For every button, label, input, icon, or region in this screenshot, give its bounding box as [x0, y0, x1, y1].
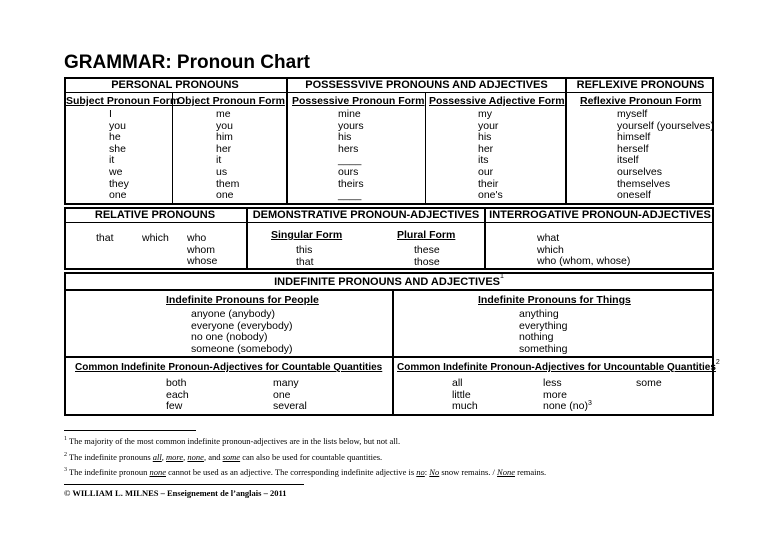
- indefinite-heading: [64, 273, 714, 288]
- list-item: everything: [519, 319, 568, 332]
- countable-list-1: [166, 378, 189, 413]
- possessive-heading: POSSESSVIVE PRONOUNS AND ADJECTIVES: [305, 79, 548, 91]
- footnote-3: [64, 467, 546, 477]
- possessive-adjective-label: Possessive Adjective Form: [429, 95, 565, 107]
- uncountable-label: Common Indefinite Pronoun-Adjectives for Uncountable Quantities: [397, 362, 716, 373]
- list-item: we: [109, 165, 123, 178]
- list-item: little: [452, 388, 471, 401]
- list-item: some: [636, 377, 662, 389]
- list-item: much: [452, 400, 478, 413]
- list-item: her: [478, 142, 494, 155]
- list-item: she: [109, 142, 126, 155]
- list-item: me: [216, 108, 231, 120]
- relative-list-which: [142, 233, 169, 245]
- list-item: themselves: [617, 177, 671, 190]
- divider: [64, 222, 714, 223]
- relative-list-who: [187, 233, 217, 268]
- emphasis: all: [152, 452, 162, 462]
- footnote-1: [64, 436, 400, 446]
- footnote-text: The indefinite pronoun: [67, 467, 150, 477]
- footnote-text: snow remains. /: [439, 467, 498, 477]
- list-item: himself: [617, 131, 651, 144]
- list-item: many: [273, 377, 299, 389]
- list-item: both: [166, 377, 187, 389]
- list-item: everyone (everybody): [191, 319, 293, 332]
- footnote-number: 2: [64, 452, 67, 459]
- uncountable-list-1: [452, 378, 478, 413]
- list-item: you: [216, 119, 233, 132]
- object-pronoun-list: [216, 109, 239, 202]
- uncountable-list-2: [543, 378, 592, 413]
- footnote-number: 1: [64, 436, 67, 443]
- list-item: my: [478, 108, 492, 120]
- relative-pronouns-heading: RELATIVE PRONOUNS: [94, 209, 216, 221]
- emphasis: none: [187, 452, 204, 462]
- footnote-ref: 3: [587, 400, 592, 408]
- footnote-text: The indefinite pronouns: [67, 452, 153, 462]
- list-item: something: [519, 342, 568, 355]
- list-item: its: [478, 154, 489, 167]
- list-item: I: [109, 108, 112, 120]
- interrogative-list: [537, 233, 630, 268]
- list-item: one: [109, 189, 127, 202]
- footnote-text: remains.: [515, 467, 547, 477]
- footnote-rule: [64, 430, 196, 431]
- list-item: ____: [338, 189, 362, 202]
- page-title: GRAMMAR: Pronoun Chart: [64, 52, 310, 73]
- reflexive-pronoun-list: [617, 109, 714, 202]
- list-item: less: [543, 377, 562, 389]
- list-item: that: [296, 255, 314, 268]
- things-label: Indefinite Pronouns for Things: [478, 294, 631, 306]
- list-item: this: [296, 244, 313, 256]
- list-item: which: [537, 243, 564, 256]
- list-item: myself: [617, 108, 648, 120]
- footnote-ref: 1: [500, 273, 504, 280]
- possessive-pronoun-label: Possessive Pronoun Form: [292, 95, 425, 107]
- demonstrative-heading: DEMONSTRATIVE PRONOUN-ADJECTIVES: [252, 209, 480, 221]
- indefinite-heading-text: INDEFINITE PRONOUNS AND ADJECTIVES: [274, 276, 501, 288]
- list-item: one's: [478, 189, 503, 202]
- list-item: theirs: [338, 177, 364, 190]
- footnote-text: The majority of the most common indefinite pronoun-adjectives are in the lists below, but not all.: [67, 436, 401, 446]
- countable-list-2: [273, 378, 307, 413]
- list-item: itself: [617, 154, 639, 167]
- list-item: which: [142, 232, 169, 244]
- list-item: ours: [338, 165, 359, 178]
- singular-form-label: Singular Form: [271, 229, 343, 241]
- possessive-adjective-list: [478, 109, 503, 202]
- footnote-text: can also be used for countable quantities.: [240, 452, 383, 462]
- list-item: her: [216, 142, 232, 155]
- list-item: someone (somebody): [191, 342, 293, 355]
- list-item: them: [216, 177, 240, 190]
- reflexive-heading: REFLEXIVE PRONOUNS: [576, 79, 705, 91]
- list-item: no one (nobody): [191, 331, 268, 344]
- list-item: anything: [519, 308, 559, 320]
- list-item: you: [109, 119, 126, 132]
- footnote-2: [64, 452, 382, 462]
- list-item: more: [543, 388, 567, 401]
- emphasis: no: [416, 467, 425, 477]
- footnote-text: :: [424, 467, 430, 477]
- list-item: your: [478, 119, 499, 132]
- people-list: [191, 309, 293, 355]
- list-item: yourself (yourselves): [617, 119, 714, 132]
- list-item: these: [414, 244, 440, 256]
- list-item: few: [166, 400, 183, 413]
- people-label: Indefinite Pronouns for People: [166, 294, 319, 306]
- list-item: it: [109, 154, 115, 167]
- list-item: ourselves: [617, 165, 662, 178]
- emphasis: none: [149, 467, 166, 477]
- things-list: [519, 309, 567, 355]
- footnote-text: cannot be used as an adjective. The corresponding indefinite adjective is: [166, 467, 417, 477]
- list-item: his: [478, 131, 492, 144]
- plural-form-label: Plural Form: [397, 229, 456, 241]
- list-item: what: [537, 232, 560, 244]
- list-item: all: [452, 377, 463, 389]
- copyright-rule: [64, 484, 304, 485]
- footnote-number: 3: [64, 467, 67, 474]
- list-item: who (whom, whose): [537, 255, 631, 268]
- plural-list: [414, 245, 440, 268]
- list-item: who: [187, 232, 207, 244]
- countable-label: Common Indefinite Pronoun-Adjectives for Countable Quantities: [75, 362, 383, 373]
- footnote-ref: 2: [715, 359, 720, 366]
- list-item: one: [216, 189, 234, 202]
- divider: [64, 356, 714, 358]
- subject-pronoun-list: [109, 109, 129, 202]
- list-item: he: [109, 131, 121, 144]
- divider: [392, 289, 394, 416]
- list-item: his: [338, 131, 352, 144]
- list-item: their: [478, 177, 499, 190]
- list-item: herself: [617, 142, 649, 155]
- list-item-text: none (no): [543, 400, 588, 413]
- list-item: whose: [187, 255, 218, 268]
- list-item: mine: [338, 108, 361, 120]
- list-item: that: [96, 232, 114, 244]
- list-item: ____: [338, 154, 362, 167]
- uncountable-list-3: [636, 378, 662, 390]
- subject-pronoun-label: Subject Pronoun Form: [66, 95, 180, 107]
- interrogative-heading: INTERROGATIVE PRONOUN-ADJECTIVES: [489, 209, 711, 221]
- list-item: us: [216, 165, 228, 178]
- divider: [565, 77, 567, 205]
- list-item: it: [216, 154, 222, 167]
- list-item: whom: [187, 243, 216, 256]
- footnote-text: ,: [161, 452, 167, 462]
- uncountable-label-wrap: [397, 359, 720, 373]
- list-item: him: [216, 131, 233, 144]
- emphasis: some: [222, 452, 241, 462]
- list-item: several: [273, 400, 307, 413]
- divider: [172, 92, 173, 205]
- emphasis: more: [166, 452, 184, 462]
- singular-list: [296, 245, 314, 268]
- list-item: hers: [338, 142, 359, 155]
- divider: [286, 77, 288, 205]
- list-item: one: [273, 388, 291, 401]
- emphasis: No: [429, 467, 440, 477]
- possessive-pronoun-list: [338, 109, 364, 202]
- list-item: nothing: [519, 331, 554, 344]
- divider: [64, 92, 714, 93]
- list-item: [543, 401, 592, 413]
- divider: [425, 92, 426, 205]
- object-pronoun-label: Object Pronoun Form: [177, 95, 285, 107]
- personal-pronouns-heading: PERSONAL PRONOUNS: [111, 79, 239, 91]
- list-item: our: [478, 165, 494, 178]
- list-item: each: [166, 388, 189, 401]
- divider: [64, 289, 714, 291]
- list-item: oneself: [617, 189, 651, 202]
- relative-list-that: [96, 233, 114, 245]
- list-item: those: [414, 255, 440, 268]
- footnote-text: ,: [183, 452, 188, 462]
- list-item: anyone (anybody): [191, 308, 276, 320]
- list-item: yours: [338, 119, 364, 132]
- copyright: © WILLIAM L. MILNES – Enseignement de l’anglais – 2011: [64, 488, 287, 498]
- footnote-text: , and: [203, 452, 223, 462]
- list-item: they: [109, 177, 129, 190]
- emphasis: None: [497, 467, 515, 477]
- reflexive-pronoun-label: Reflexive Pronoun Form: [580, 95, 702, 107]
